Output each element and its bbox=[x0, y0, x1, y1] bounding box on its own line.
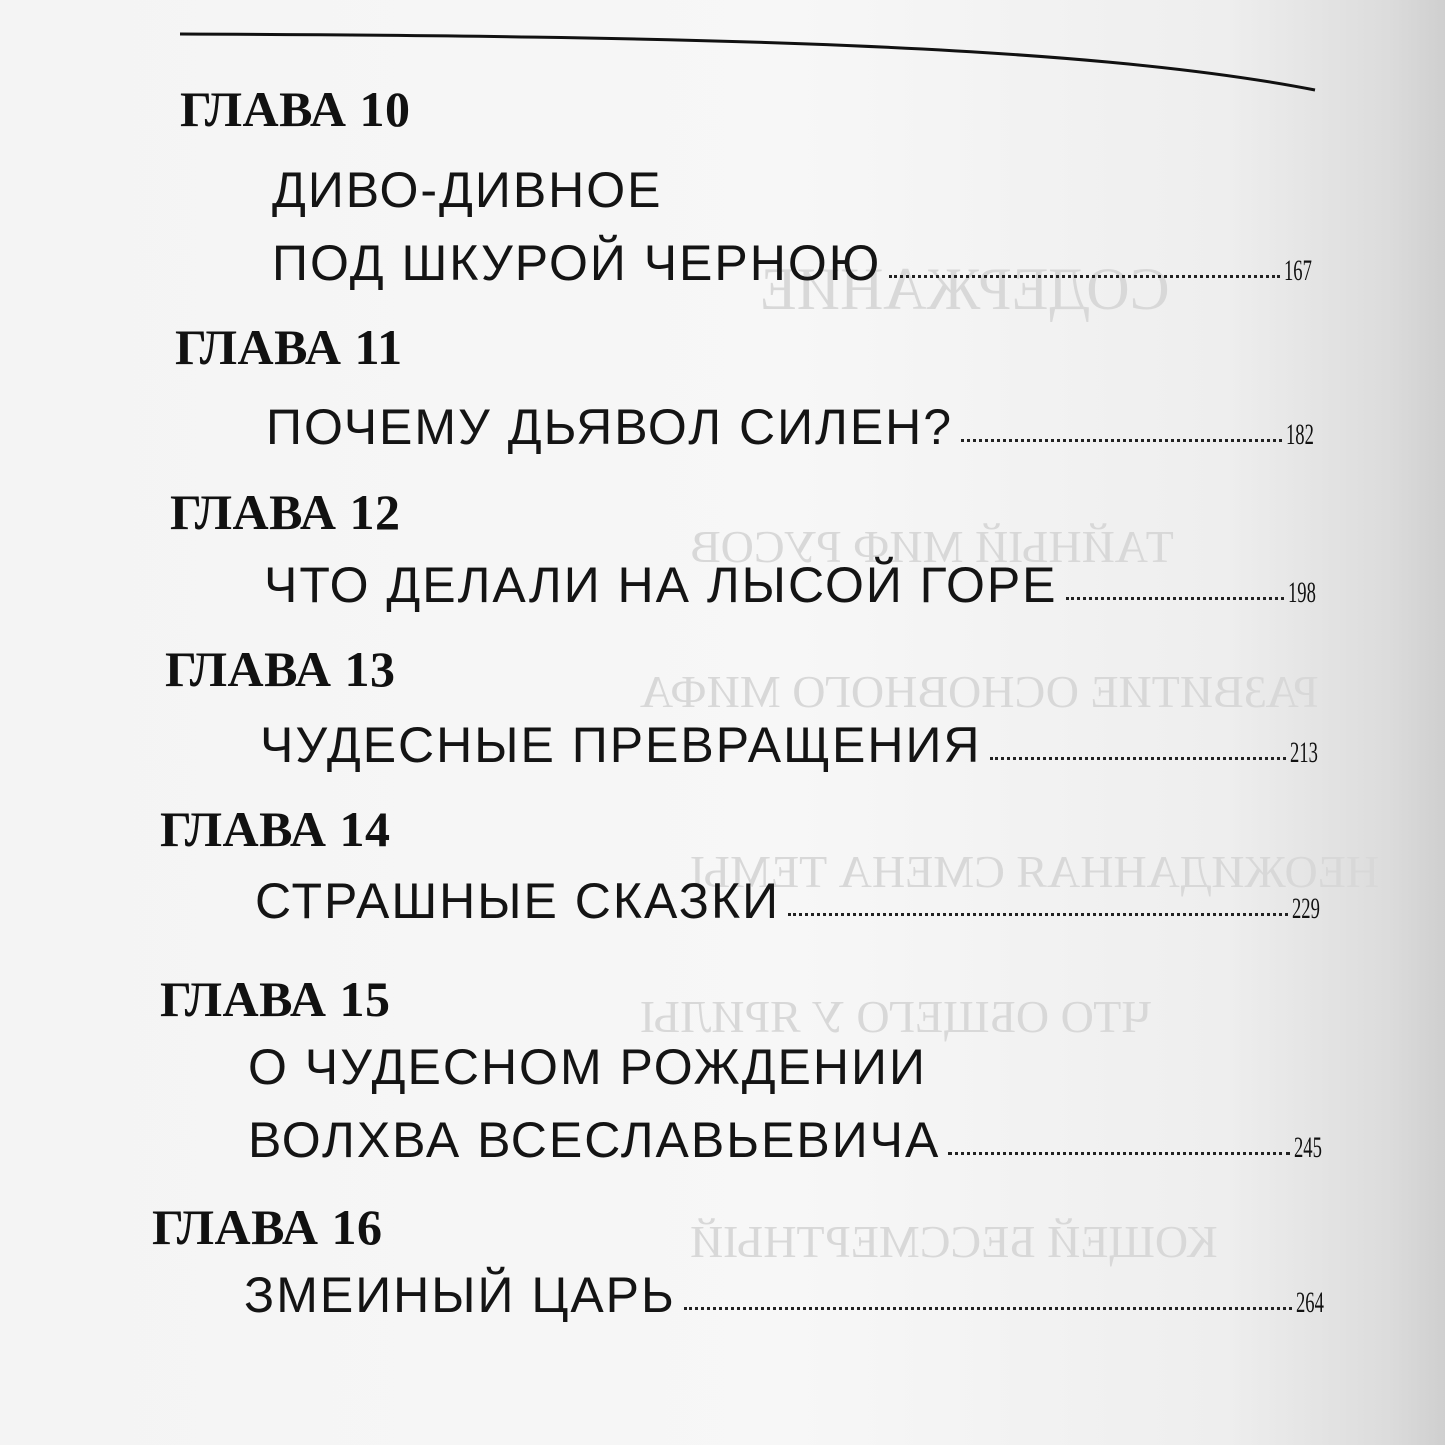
chapter-title-line: ДИВО-ДИВНОЕ bbox=[272, 162, 663, 218]
chapter-title-line: СТРАШНЫЕ СКАЗКИ bbox=[255, 873, 781, 929]
toc-entry[interactable] bbox=[255, 873, 1332, 936]
dot-leader bbox=[788, 913, 1288, 916]
chapter-title-line: О ЧУДЕСНОМ РОЖДЕНИИ bbox=[248, 1039, 927, 1095]
dot-leader bbox=[684, 1307, 1292, 1310]
page-number: 264 bbox=[1296, 1286, 1324, 1319]
toc-entry[interactable] bbox=[260, 717, 1330, 780]
show-through-text: НЕОЖИДАННАЯ СМЕНА ТЕМЫ bbox=[690, 846, 1380, 897]
page-number: 167 bbox=[1284, 254, 1312, 287]
page-number: 182 bbox=[1286, 418, 1314, 451]
dot-leader bbox=[1066, 597, 1284, 600]
toc-entry[interactable] bbox=[248, 1112, 1334, 1175]
chapter-title-line: ЧУДЕСНЫЕ ПРЕВРАЩЕНИЯ bbox=[260, 717, 982, 773]
chapter-title-line: ВОЛХВА ВСЕСЛАВЬЕВИЧА bbox=[248, 1112, 941, 1168]
page-number: 229 bbox=[1292, 892, 1320, 925]
chapter-heading: ГЛАВА 14 bbox=[160, 801, 391, 857]
dot-leader bbox=[990, 757, 1287, 760]
chapter-heading: ГЛАВА 11 bbox=[175, 319, 403, 375]
toc-entry[interactable] bbox=[244, 1267, 1336, 1330]
chapter-title-line: ПОЧЕМУ ДЬЯВОЛ СИЛЕН? bbox=[266, 399, 954, 455]
show-through-text: РАЗВИТИЕ ОСНОВНОГО МИФА bbox=[640, 666, 1319, 717]
show-through-text: КОЩЕЙ БЕССМЕРТНЫЙ bbox=[690, 1216, 1218, 1267]
chapter-heading: ГЛАВА 15 bbox=[160, 971, 391, 1027]
toc-entry[interactable] bbox=[264, 557, 1328, 620]
chapter-heading: ГЛАВА 12 bbox=[170, 484, 401, 540]
chapter-title-line: ЧТО ДЕЛАЛИ НА ЛЫСОЙ ГОРЕ bbox=[264, 557, 1058, 613]
page-number: 213 bbox=[1290, 736, 1318, 769]
chapter-heading: ГЛАВА 13 bbox=[165, 641, 396, 697]
chapter-title-line: ПОД ШКУРОЙ ЧЕРНОЮ bbox=[272, 235, 882, 291]
chapter-title-line: ЗМЕИНЫЙ ЦАРЬ bbox=[244, 1267, 676, 1323]
toc-entry[interactable] bbox=[272, 235, 1324, 298]
page-number: 245 bbox=[1294, 1131, 1322, 1164]
show-through-text: ТАЙНЫЙ МИФ РУСОВ bbox=[690, 521, 1174, 572]
dot-leader bbox=[889, 275, 1280, 278]
chapter-heading: ГЛАВА 16 bbox=[152, 1199, 383, 1255]
page-number: 198 bbox=[1288, 576, 1316, 609]
show-through-text: ЧТО ОБЩЕГО У ЯРИЛЫ bbox=[640, 991, 1152, 1042]
show-through-text: СОДЕРЖАНИЕ bbox=[760, 256, 1170, 322]
dot-leader bbox=[961, 439, 1282, 442]
dot-leader bbox=[948, 1152, 1290, 1155]
chapter-heading: ГЛАВА 10 bbox=[180, 81, 411, 137]
toc-entry[interactable] bbox=[266, 399, 1326, 462]
